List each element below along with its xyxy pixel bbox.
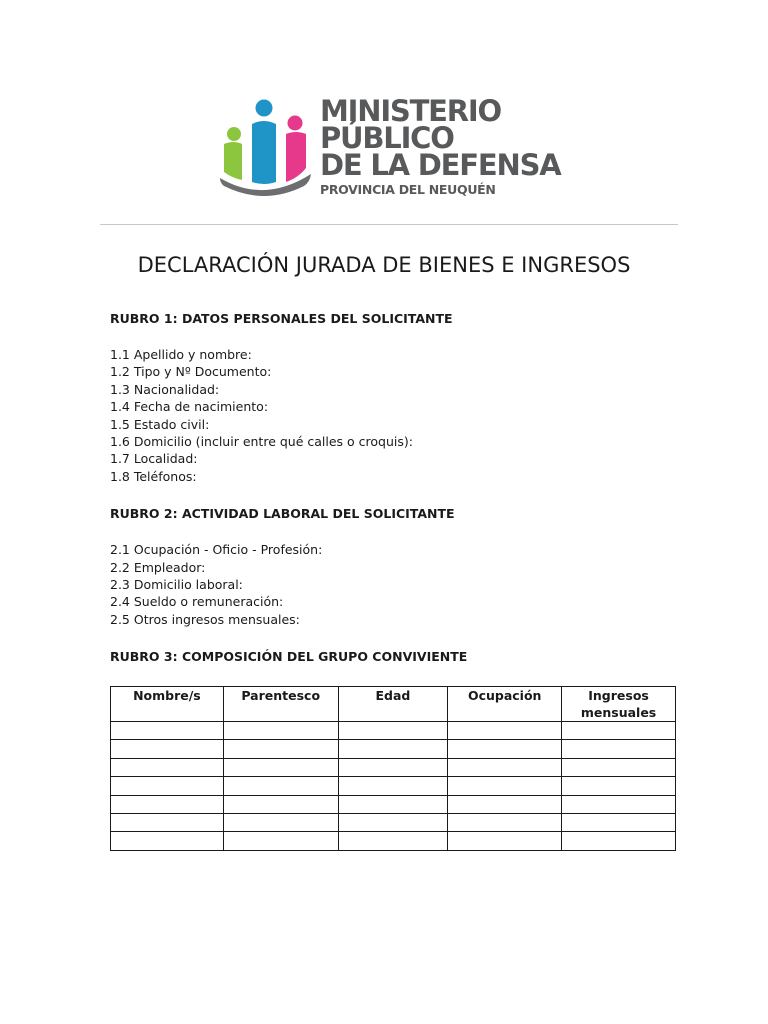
- logo-line-1: MINISTERIO: [320, 94, 501, 128]
- document-title: DECLARACIÓN JURADA DE BIENES E INGRESOS: [137, 253, 631, 277]
- table-cell[interactable]: [111, 813, 224, 831]
- table-cell[interactable]: [338, 758, 448, 776]
- table-cell[interactable]: [338, 832, 448, 850]
- table-cell[interactable]: [338, 813, 448, 831]
- field-domicilio: 1.6 Domicilio (incluir entre qué calles o croquis):: [110, 434, 413, 450]
- table-row: [111, 722, 676, 740]
- table-cell[interactable]: [338, 777, 448, 795]
- field-telefonos: 1.8 Teléfonos:: [110, 468, 197, 484]
- logo-line-2: PÚBLICO: [320, 121, 454, 155]
- table-row: [111, 832, 676, 850]
- rubro-3-heading: RUBRO 3: COMPOSICIÓN DEL GRUPO CONVIVIENTE: [110, 649, 468, 665]
- rubro-2-fields: [110, 541, 680, 628]
- table-cell[interactable]: [562, 758, 676, 776]
- logo-wordmark: [320, 94, 561, 199]
- table-row: [111, 740, 676, 758]
- table-cell[interactable]: [448, 740, 562, 758]
- rubro-2-heading: RUBRO 2: ACTIVIDAD LABORAL DEL SOLICITANTE: [110, 506, 455, 522]
- table-cell[interactable]: [448, 832, 562, 850]
- column-header: Edad: [338, 687, 448, 722]
- table-row: [111, 813, 676, 831]
- table-cell[interactable]: [223, 813, 338, 831]
- table-cell[interactable]: [448, 758, 562, 776]
- table-cell[interactable]: [111, 758, 224, 776]
- table-cell[interactable]: [223, 795, 338, 813]
- table-cell[interactable]: [562, 795, 676, 813]
- field-otros-ingresos: 2.5 Otros ingresos mensuales:: [110, 611, 300, 627]
- table-header-row: [111, 687, 676, 722]
- table-row: [111, 758, 676, 776]
- table-cell[interactable]: [111, 832, 224, 850]
- rubro-1-fields: [110, 346, 680, 485]
- column-header: Ocupación: [448, 687, 562, 722]
- table-cell[interactable]: [223, 777, 338, 795]
- field-apellido-nombre: 1.1 Apellido y nombre:: [110, 347, 252, 362]
- table-row: [111, 777, 676, 795]
- field-sueldo: 2.4 Sueldo o remuneración:: [110, 594, 284, 610]
- table-cell[interactable]: [448, 795, 562, 813]
- table-cell[interactable]: [448, 777, 562, 795]
- table-cell[interactable]: [562, 777, 676, 795]
- field-empleador: 2.2 Empleador:: [110, 559, 206, 575]
- table-cell[interactable]: [448, 813, 562, 831]
- column-header: Nombre/s: [111, 687, 224, 722]
- table-cell[interactable]: [562, 832, 676, 850]
- table-cell[interactable]: [223, 758, 338, 776]
- field-ocupacion: 2.1 Ocupación - Oficio - Profesión:: [110, 542, 323, 558]
- table-cell[interactable]: [562, 722, 676, 740]
- grupo-conviviente-table: [110, 686, 676, 851]
- table-cell[interactable]: [448, 722, 562, 740]
- table-row: [111, 795, 676, 813]
- table-cell[interactable]: [223, 832, 338, 850]
- table-cell[interactable]: [338, 740, 448, 758]
- table-cell[interactable]: [223, 722, 338, 740]
- table-cell[interactable]: [562, 740, 676, 758]
- field-documento: 1.2 Tipo y Nº Documento:: [110, 364, 272, 380]
- field-domicilio-laboral: 2.3 Domicilio laboral:: [110, 577, 243, 593]
- logo-line-3: DE LA DEFENSA: [320, 148, 561, 182]
- ministry-emblem-icon: [218, 96, 313, 200]
- field-localidad: 1.7 Localidad:: [110, 451, 198, 467]
- table-cell[interactable]: [338, 722, 448, 740]
- field-estado-civil: 1.5 Estado civil:: [110, 416, 210, 432]
- form-body: [110, 310, 680, 666]
- column-header: Parentesco: [223, 687, 338, 722]
- rubro-1-heading: RUBRO 1: DATOS PERSONALES DEL SOLICITANTE: [110, 311, 453, 326]
- table-cell[interactable]: [562, 813, 676, 831]
- table-cell[interactable]: [223, 740, 338, 758]
- table-cell[interactable]: [111, 722, 224, 740]
- field-nacionalidad: 1.3 Nacionalidad:: [110, 381, 220, 397]
- table-cell[interactable]: [111, 740, 224, 758]
- logo-subtitle: PROVINCIA DEL NEUQUÉN: [320, 182, 496, 197]
- table-cell[interactable]: [111, 795, 224, 813]
- field-fecha-nacimiento: 1.4 Fecha de nacimiento:: [110, 399, 269, 415]
- table-cell[interactable]: [111, 777, 224, 795]
- table-cell[interactable]: [338, 795, 448, 813]
- logo: [218, 94, 561, 200]
- column-header: Ingresos mensuales: [562, 687, 676, 722]
- header-divider: [100, 224, 678, 225]
